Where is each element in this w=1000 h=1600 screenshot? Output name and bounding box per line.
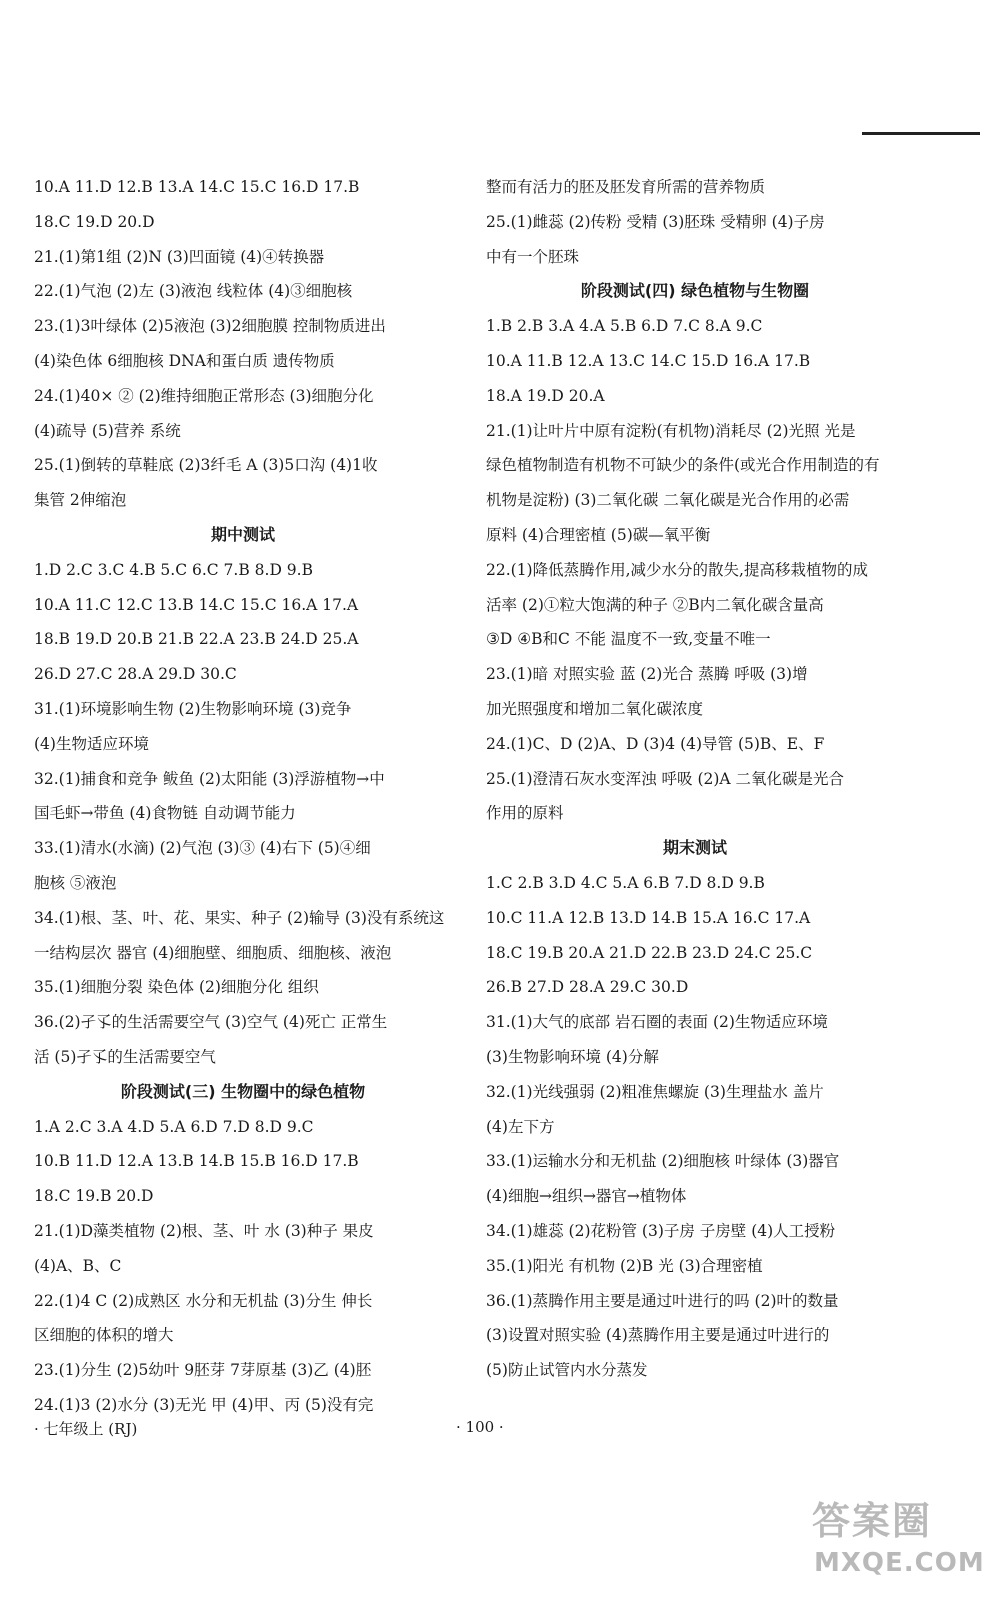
answer-line: 36.(1)蒸腾作用主要是通过叶进行的吗 (2)叶的数量 (486, 1291, 839, 1310)
answer-line: 22.(1)气泡 (2)左 (3)液泡 线粒体 (4)③细胞核 (34, 282, 353, 301)
section-heading: 阶段测试(三) 生物圈中的绿色植物 (120, 1081, 366, 1101)
answer-line: 活 (5)孑孓的生活需要空气 (34, 1047, 216, 1066)
answer-line: 胞核 ⑤液泡 (34, 873, 117, 892)
answer-line: 24.(1)40× ② (2)维持细胞正常形态 (3)细胞分化 (34, 386, 374, 405)
answer-line: (4)疏导 (5)营养 系统 (34, 421, 181, 440)
answer-line: 18.B 19.D 20.B 21.B 22.A 23.B 24.D 25.A (34, 630, 359, 649)
answer-line: 10.A 11.C 12.C 13.B 14.C 15.C 16.A 17.A (34, 595, 359, 614)
answer-line: 1.C 2.B 3.D 4.C 5.A 6.B 7.D 8.D 9.B (486, 873, 765, 892)
answer-line: 21.(1)第1组 (2)N (3)凹面镜 (4)④转换器 (34, 247, 325, 266)
watermark (806, 1490, 996, 1594)
answer-line: 31.(1)环境影响生物 (2)生物影响环境 (3)竞争 (34, 699, 352, 718)
answer-line: 36.(2)孑孓的生活需要空气 (3)空气 (4)死亡 正常生 (34, 1013, 388, 1032)
answer-line: 23.(1)3叶绿体 (2)5液泡 (3)2细胞膜 控制物质进出 (34, 317, 386, 336)
answer-line: (3)设置对照实验 (4)蒸腾作用主要是通过叶进行的 (486, 1326, 830, 1345)
section-heading: 期中测试 (210, 524, 275, 544)
answer-line: 35.(1)细胞分裂 染色体 (2)细胞分化 组织 (34, 978, 319, 997)
answer-line: (4)染色体 6细胞核 DNA和蛋白质 遗传物质 (34, 351, 335, 370)
answer-line: 31.(1)大气的底部 岩石圈的表面 (2)生物适应环境 (486, 1013, 828, 1032)
answer-line: (4)生物适应环境 (34, 734, 149, 753)
answer-line: 区细胞的体积的增大 (34, 1326, 174, 1345)
answer-line: 34.(1)雄蕊 (2)花粉管 (3)子房 子房壁 (4)人工授粉 (486, 1221, 836, 1240)
answer-line: 1.A 2.C 3.A 4.D 5.A 6.D 7.D 8.D 9.C (34, 1117, 314, 1136)
answer-line: 10.B 11.D 12.A 13.B 14.B 15.B 16.D 17.B (34, 1152, 359, 1171)
answer-line: 32.(1)光线强弱 (2)粗准焦螺旋 (3)生理盐水 盖片 (486, 1082, 824, 1101)
answer-line: (4)左下方 (486, 1117, 555, 1136)
watermark-en-text: MXQE.COM (814, 1548, 985, 1578)
answer-line: 绿色植物制造有机物不可缺少的条件(或光合作用制造的有 (486, 456, 880, 475)
answer-line: 24.(1)C、D (2)A、D (3)4 (4)导管 (5)B、E、F (486, 734, 825, 753)
answer-line: 1.D 2.C 3.C 4.B 5.C 6.C 7.B 8.D 9.B (34, 560, 313, 579)
answer-line: 21.(1)D藻类植物 (2)根、茎、叶 水 (3)种子 果皮 (34, 1221, 374, 1240)
section-heading: 期末测试 (662, 838, 727, 858)
answer-line: ③D ④B和C 不能 温度不一致,变量不唯一 (486, 630, 771, 649)
answer-line: 21.(1)让叶片中原有淀粉(有机物)消耗尽 (2)光照 光是 (486, 421, 856, 440)
page-number: · 100 · (456, 1418, 504, 1436)
left-answer-column (34, 170, 452, 1423)
answer-line: 18.C 19.B 20.A 21.D 22.B 23.D 24.C 25.C (486, 943, 813, 962)
answer-line: 一结构层次 器官 (4)细胞壁、细胞质、细胞核、液泡 (34, 943, 392, 962)
answer-line: 22.(1)4 C (2)成熟区 水分和无机盐 (3)分生 伸长 (34, 1291, 373, 1310)
answer-line: 加光照强度和增加二氧化碳浓度 (486, 699, 704, 718)
watermark-cn-text: 答案圈 (812, 1499, 933, 1543)
answer-line: 原料 (4)合理密植 (5)碳—氧平衡 (486, 525, 711, 544)
answer-line: 34.(1)根、茎、叶、花、果实、种子 (2)输导 (3)没有系统这 (34, 908, 445, 927)
answer-line: 33.(1)运输水分和无机盐 (2)细胞核 叶绿体 (3)器官 (486, 1152, 840, 1171)
answer-line: (4)A、B、C (34, 1256, 122, 1275)
top-decorative-rule (862, 132, 980, 135)
answer-line: 25.(1)雌蕊 (2)传粉 受精 (3)胚珠 受精卵 (4)子房 (486, 212, 825, 231)
answer-line: 集管 2伸缩泡 (34, 491, 127, 510)
answer-line: 23.(1)分生 (2)5幼叶 9胚芽 7芽原基 (3)乙 (4)胚 (34, 1361, 372, 1380)
answer-line: (3)生物影响环境 (4)分解 (486, 1047, 659, 1066)
answer-line: 活率 (2)①粒大饱满的种子 ②B内二氧化碳含量高 (486, 595, 824, 614)
answer-line: 中有一个胚珠 (486, 247, 580, 266)
answer-line: 18.C 19.B 20.D (34, 1187, 154, 1206)
answer-line: 35.(1)阳光 有机物 (2)B 光 (3)合理密植 (486, 1256, 763, 1275)
answer-line: (4)细胞→组织→器官→植物体 (486, 1187, 687, 1206)
answer-line: 25.(1)倒转的草鞋底 (2)3纤毛 A (3)5口沟 (4)1收 (34, 456, 378, 475)
answer-line: (5)防止试管内水分蒸发 (486, 1361, 648, 1380)
grade-label: · 七年级上 (RJ) (34, 1420, 138, 1438)
answer-line: 机物是淀粉) (3)二氧化碳 二氧化碳是光合作用的必需 (486, 491, 850, 510)
answer-line: 25.(1)澄清石灰水变浑浊 呼吸 (2)A 二氧化碳是光合 (486, 769, 845, 788)
answer-line: 10.A 11.D 12.B 13.A 14.C 15.C 16.D 17.B (34, 178, 360, 196)
answer-line: 整而有活力的胚及胚发育所需的营养物质 (486, 178, 766, 196)
answer-line: 26.B 27.D 28.A 29.C 30.D (486, 978, 689, 997)
answer-line: 32.(1)捕食和竞争 鲅鱼 (2)太阳能 (3)浮游植物→中 (34, 769, 385, 788)
answer-line: 18.A 19.D 20.A (486, 386, 605, 405)
right-answer-column (486, 170, 904, 1388)
answer-line: 24.(1)3 (2)水分 (3)无光 甲 (4)甲、丙 (5)没有完 (34, 1395, 374, 1414)
answer-line: 33.(1)清水(水滴) (2)气泡 (3)③ (4)右下 (5)④细 (34, 839, 371, 858)
answer-line: 10.C 11.A 12.B 13.D 14.B 15.A 16.C 17.A (486, 908, 811, 927)
answer-line: 作用的原料 (486, 804, 564, 823)
answer-line: 1.B 2.B 3.A 4.A 5.B 6.D 7.C 8.A 9.C (486, 317, 763, 336)
answer-line: 10.A 11.B 12.A 13.C 14.C 15.D 16.A 17.B (486, 351, 811, 370)
section-heading: 阶段测试(四) 绿色植物与生物圈 (580, 281, 810, 301)
answer-line: 18.C 19.D 20.D (34, 212, 155, 231)
answer-line: 22.(1)降低蒸腾作用,减少水分的散失,提高移栽植物的成 (486, 560, 868, 579)
answer-line: 国毛虾→带鱼 (4)食物链 自动调节能力 (34, 804, 296, 823)
answer-line: 23.(1)暗 对照实验 蓝 (2)光合 蒸腾 呼吸 (3)增 (486, 665, 808, 684)
answer-line: 26.D 27.C 28.A 29.D 30.C (34, 665, 237, 684)
